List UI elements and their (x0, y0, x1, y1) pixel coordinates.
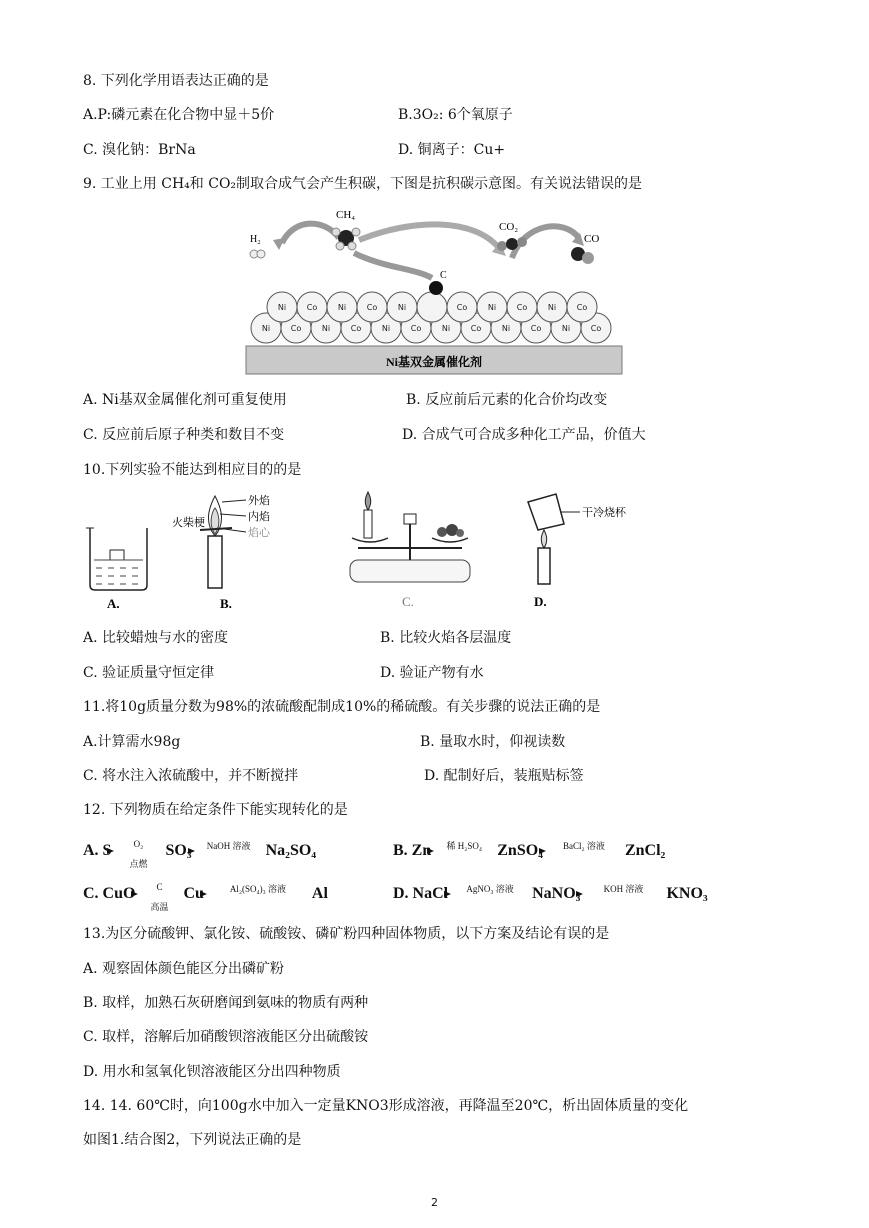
flame-core-label: 焰心 (248, 526, 270, 539)
fig-label-a: A. (107, 596, 120, 611)
deposit-arrow (354, 253, 432, 278)
product: KNO₃ (666, 885, 708, 902)
q11-option-a: A.计算需水98g (83, 734, 181, 750)
product: Al (311, 885, 328, 902)
q9-option-b: B. 反应前后元素的化合价均改变 (406, 392, 608, 408)
transfer-arrow (359, 224, 499, 248)
product: ZnCl₂ (624, 842, 666, 859)
matchstick-label: 火柴梗 (172, 516, 205, 529)
q13-option-a: A. 观察固体颜色能区分出磷矿粉 (83, 961, 285, 977)
ni-atom-label: Ni (337, 303, 347, 312)
candle-matchstick-apparatus (200, 496, 246, 588)
ni-atom-label: Ni (261, 324, 271, 333)
q13-option-b: B. 取样，加熟石灰研磨闻到氨味的物质有两种 (83, 995, 369, 1011)
product: Na₂SO₄ (265, 842, 317, 859)
intermediate: SO₃ (165, 842, 192, 859)
reactant: D. NaCl (393, 885, 449, 902)
carbon-atom (429, 281, 443, 295)
intermediate: ZnSO₄ (497, 842, 543, 859)
ni-atom-label: Ni (381, 324, 391, 333)
fig-label-c: C. (402, 594, 414, 609)
outer-flame-label: 外焰 (248, 494, 270, 507)
q10-option-a: A. 比较蜡烛与水的密度 (83, 630, 229, 646)
q11-option-b: B. 量取水时，仰视读数 (420, 734, 566, 750)
catalyst-diagram (244, 198, 624, 380)
reactant: B. Zn (393, 842, 432, 859)
q8-option-c: C. 溴化钠：BrNa (83, 142, 196, 158)
q11-stem: 11.将10g质量分数为98%的浓硫酸配制成10%的稀硫酸。有关步骤的说法正确的是 (83, 699, 601, 715)
arrow-condition: O₂ (133, 839, 144, 850)
ni-atom-label: Ni (487, 303, 497, 312)
co-atom-label: Co (306, 303, 318, 312)
fig-label-b: B. (220, 596, 232, 611)
dry-cold-beaker-label: 干冷烧杯 (582, 506, 626, 519)
ni-atom-label: Ni (501, 324, 511, 333)
q10-option-b: B. 比较火焰各层温度 (380, 630, 512, 646)
co-atom-label: Co (410, 324, 422, 333)
h2-label: H₂ (250, 234, 261, 245)
arrow-condition: C (156, 882, 163, 893)
q12-reaction-a (83, 839, 317, 870)
balance-apparatus (350, 492, 470, 582)
q13-option-d: D. 用水和氢氧化钡溶液能区分出四种物质 (83, 1064, 341, 1080)
inner-flame-label: 内焰 (248, 510, 270, 523)
q10-stem: 10.下列实验不能达到相应目的的是 (83, 462, 302, 478)
q13-option-c: C. 取样，溶解后加硝酸钡溶液能区分出硫酸铵 (83, 1029, 369, 1045)
q9-option-c: C. 反应前后原子种类和数目不变 (83, 427, 285, 443)
q9-stem: 9. 工业上用 CH₄和 CO₂制取合成气会产生积碳，下图是抗积碳示意图。有关说法错误的是 (83, 176, 643, 192)
q12-stem: 12. 下列物质在给定条件下能实现转化的是 (83, 802, 348, 818)
page-number: 2 (431, 1196, 438, 1209)
q8-option-d: D. 铜离子：Cu+ (398, 142, 506, 158)
q8-option-a: A.P:磷元素在化合物中显＋5价 (83, 107, 275, 123)
q8-stem: 8. 下列化学用语表达正确的是 (83, 73, 269, 89)
arrow-condition: 点燃 (129, 859, 148, 870)
q11-option-d: D. 配制好后，装瓶贴标签 (424, 768, 584, 784)
q13-stem: 13.为区分硫酸钾、氯化铵、硫酸铵、磷矿粉四种固体物质，以下方案及结论有误的是 (83, 926, 610, 942)
reactant: A. S (83, 842, 112, 859)
co2-label: CO₂ (499, 221, 519, 233)
co-atom-label: Co (290, 324, 302, 333)
co-atom-label: Co (576, 303, 588, 312)
ni-atom-label: Ni (547, 303, 557, 312)
q12-reaction-d (393, 885, 708, 903)
co-atom-label: Co (516, 303, 528, 312)
intermediate: Cu (183, 885, 204, 902)
catalyst-label: Ni基双金属催化剂 (385, 355, 483, 369)
q9-option-d: D. 合成气可合成多种化工产品，价值大 (402, 427, 646, 443)
q12-reaction-c (83, 882, 328, 913)
q10-option-d: D. 验证产物有水 (380, 665, 484, 681)
intermediate: NaNO₃ (532, 885, 581, 902)
arrow-condition: 高温 (150, 902, 169, 913)
ni-atom-label: Ni (397, 303, 407, 312)
reactant: C. CuO (83, 885, 136, 902)
arrow-condition: KOH 溶液 (603, 884, 644, 895)
carbon-label: C (440, 270, 447, 281)
q14-stem-line1: 14. 14. 60℃时，向100g水中加入一定量KNO3形成溶液，再降温至20℃，析出固体质量的变化 (83, 1098, 689, 1114)
arrow-condition: NaOH 溶液 (206, 841, 251, 852)
co-atom-label: Co (366, 303, 378, 312)
ni-atom-label: Ni (321, 324, 331, 333)
q12-reaction-b (393, 842, 665, 860)
arrow-condition: Al₂(SO₄)₃ 溶液 (229, 884, 286, 895)
ni-atom-label: Ni (561, 324, 571, 333)
q10-option-c: C. 验证质量守恒定律 (83, 665, 215, 681)
arrow-condition: BaCl₂ 溶液 (563, 841, 605, 852)
q11-option-c: C. 将水注入浓硫酸中，并不断搅拌 (83, 768, 299, 784)
co-atom-label: Co (456, 303, 468, 312)
arrow-condition: AgNO₃ 溶液 (466, 884, 514, 895)
experiment-figures (80, 490, 640, 615)
beaker-apparatus (86, 528, 147, 590)
ch4-label: CH₄ (336, 209, 356, 221)
ni-atom-label: Ni (277, 303, 287, 312)
q9-option-a: A. Ni基双金属催化剂可重复使用 (83, 392, 287, 408)
h2-release-arrow (282, 224, 339, 243)
q8-option-b: B.3O₂: 6个氧原子 (398, 107, 513, 123)
fig-label-d: D. (534, 594, 547, 609)
co-atom-label: Co (530, 324, 542, 333)
arrow-condition: 稀 H₂SO₄ (446, 841, 483, 852)
co-atom-label: Co (470, 324, 482, 333)
co-atom-label: Co (590, 324, 602, 333)
cold-beaker-apparatus (528, 494, 580, 584)
co-atom-label: Co (350, 324, 362, 333)
q14-stem-line2: 如图1.结合图2，下列说法正确的是 (83, 1132, 302, 1148)
ni-atom-label: Ni (441, 324, 451, 333)
co-label: CO (584, 233, 600, 245)
